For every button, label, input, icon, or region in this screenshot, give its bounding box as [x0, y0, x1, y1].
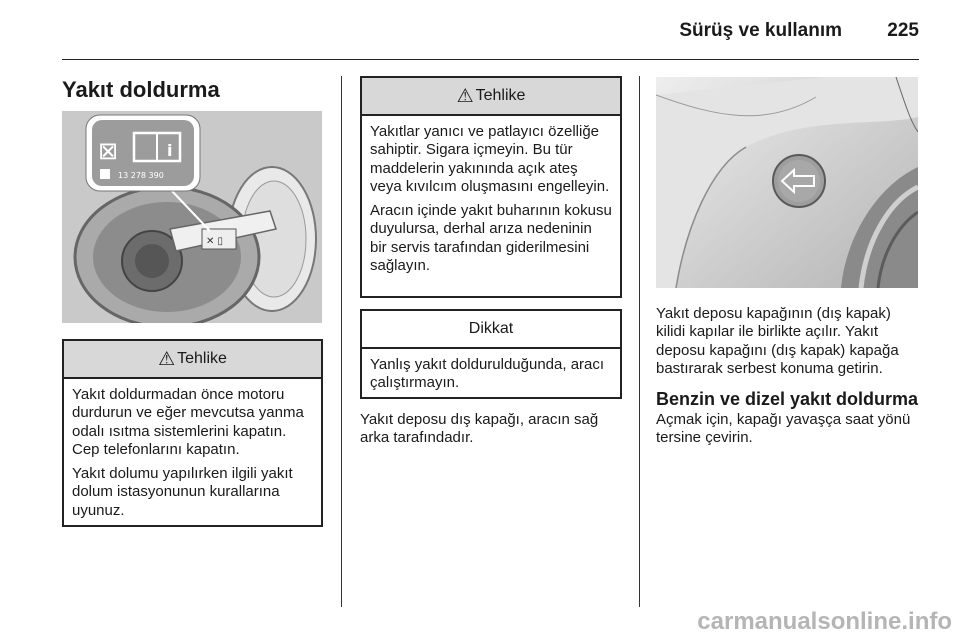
- danger-box-heading-text: Tehlike: [475, 87, 526, 104]
- warning-triangle-icon: ⚠: [158, 348, 176, 370]
- fuel-filler-flap-illustration: [62, 111, 322, 323]
- danger-box-paragraph: Aracın içinde yakıt buharının kokusu duyulursa, derhal arıza nedeninin bir servis tarafından giderilmesini sağlayın.: [370, 202, 612, 275]
- danger-box-paragraph: Yakıtlar yanıcı ve patlayıcı özelliğe sahiptir. Sigara içmeyin. Bu tür maddelerin yakınında açık ateş veya kıvılcım oluşmasını engelleyin.: [370, 123, 610, 195]
- section-title: Yakıt doldurma: [62, 77, 220, 102]
- danger-box-paragraph: Yakıt dolumu yapılırken ilgili yakıt dolum istasyonunun kurallarına uyunuz.: [72, 465, 293, 519]
- caution-box-heading: Dikkat: [362, 311, 620, 349]
- danger-box-heading: [64, 341, 321, 379]
- caution-box-paragraph: Yanlış yakıt doldurulduğunda, aracı çalıştırmayın.: [370, 356, 605, 392]
- fuel-flap-on-car-illustration: [656, 77, 918, 288]
- figure-label-code: 13 278 390: [118, 171, 164, 180]
- danger-box-heading-text: Tehlike: [177, 350, 227, 367]
- danger-box-flammable: [360, 76, 622, 298]
- danger-box-paragraph: Yakıt doldurmadan önce motoru durdurun ve eğer mevcutsa yanma odalı ısıtma sistemlerini kapatın. Cep telefonlarını kapatın.: [72, 386, 304, 458]
- caution-box: [360, 309, 622, 399]
- header-rule: [62, 59, 919, 60]
- body-paragraph-open-cap: Açmak için, kapağı yavaşça saat yönü tersine çevirin.: [656, 411, 911, 447]
- body-paragraph-flap-location: Yakıt deposu dış kapağı, aracın sağ arka tarafındadır.: [360, 411, 599, 447]
- svg-text:⊠: ⊠: [98, 137, 119, 165]
- svg-text:✕ ▯: ✕ ▯: [206, 236, 224, 247]
- warning-triangle-icon: ⚠: [456, 85, 474, 107]
- column-divider-2: [639, 76, 640, 607]
- subsection-title: Benzin ve dizel yakıt doldurma: [656, 389, 919, 409]
- danger-box-heading: [362, 78, 620, 116]
- running-header-title: Sürüş ve kullanım: [679, 20, 842, 41]
- page-number: 225: [887, 20, 919, 41]
- column-divider-1: [341, 76, 342, 607]
- body-paragraph-flap-unlock: Yakıt deposu kapağının (dış kapak) kilidi kapılar ile birlikte açılır. Yakıt deposu kapağını (dış kapak) kapağa bastırarak serbest konuma getirin.: [656, 305, 899, 377]
- svg-text:i: i: [167, 141, 173, 160]
- watermark-text: carmanualsonline.info: [697, 608, 952, 635]
- danger-box-refuelling: [62, 339, 323, 527]
